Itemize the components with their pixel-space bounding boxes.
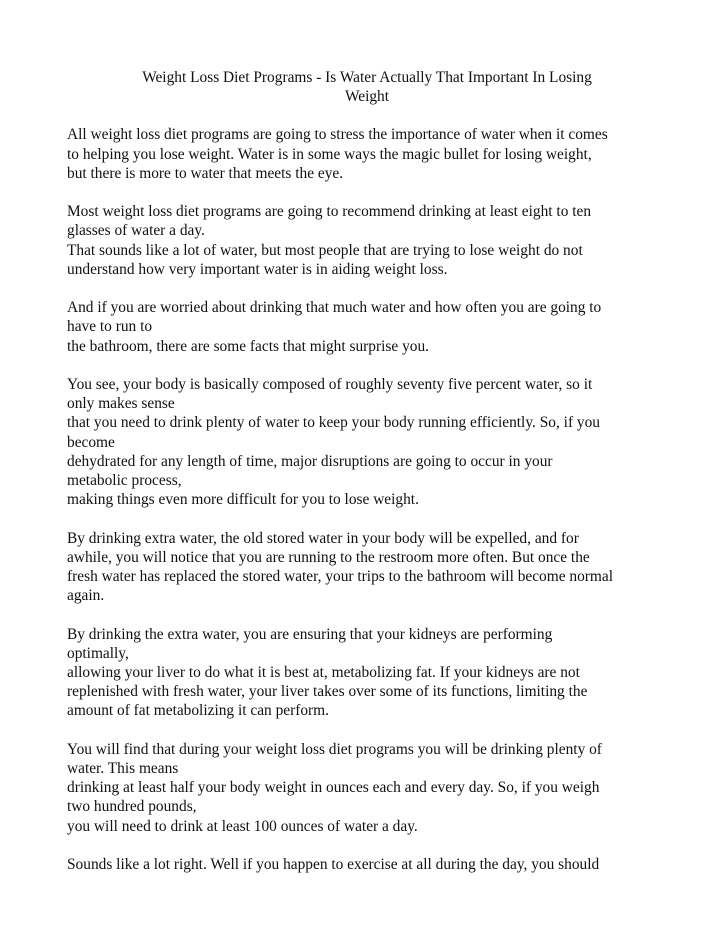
text-line: replenished with fresh water, your liver takes over some of its functions, limiting the bbox=[67, 683, 588, 701]
text-line: only makes sense bbox=[67, 395, 175, 413]
text-line: water. This means bbox=[67, 760, 179, 778]
text-line: dehydrated for any length of time, major disruptions are going to occur in your bbox=[67, 452, 553, 470]
paragraph-2 bbox=[67, 202, 667, 279]
paragraph-5 bbox=[67, 529, 667, 606]
text-line: Sounds like a lot right. Well if you happen to exercise at all during the day, you should bbox=[67, 856, 600, 874]
paragraph-7 bbox=[67, 740, 667, 836]
text-line: You will find that during your weight loss diet programs you will be drinking plenty of bbox=[67, 740, 602, 758]
document-title bbox=[67, 68, 667, 106]
text-line: understand how very important water is in aiding weight loss. bbox=[67, 260, 448, 278]
text-line: awhile, you will notice that you are running to the restroom more often. But once the bbox=[67, 548, 590, 566]
text-line: By drinking extra water, the old stored water in your body will be expelled, and for bbox=[67, 529, 579, 547]
text-line: metabolic process, bbox=[67, 472, 182, 490]
text-line: allowing your liver to do what it is best at, metabolizing fat. If your kidneys are not bbox=[67, 664, 580, 682]
text-line: You see, your body is basically composed of roughly seventy five percent water, so it bbox=[67, 376, 593, 393]
text-line: And if you are worried about drinking that much water and how often you are going to bbox=[67, 299, 602, 317]
text-line: That sounds like a lot of water, but most people that are trying to lose weight do not bbox=[67, 241, 583, 259]
document-body bbox=[67, 68, 667, 893]
text-line: amount of fat metabolizing it can perform. bbox=[67, 702, 329, 720]
text-line: optimally, bbox=[67, 644, 129, 662]
text-line: Most weight loss diet programs are going to recommend drinking at least eight to ten bbox=[67, 203, 592, 221]
paragraph-4 bbox=[67, 375, 667, 509]
text-line: you will need to drink at least 100 ounces of water a day. bbox=[67, 817, 418, 835]
paragraph-3 bbox=[67, 298, 667, 356]
paragraph-8 bbox=[67, 855, 667, 874]
text-line: the bathroom, there are some facts that might surprise you. bbox=[67, 337, 430, 355]
text-line: become bbox=[67, 433, 115, 451]
text-line: that you need to drink plenty of water to keep your body running efficiently. So, if you bbox=[67, 414, 600, 432]
text-line: but there is more to water that meets the eye. bbox=[67, 164, 344, 182]
text-line: glasses of water a day. bbox=[67, 222, 205, 240]
text-line: have to run to bbox=[67, 318, 153, 336]
paragraph-6 bbox=[67, 625, 667, 721]
text-line: fresh water has replaced the stored water, your trips to the bathroom will become normal bbox=[67, 568, 613, 586]
text-line: All weight loss diet programs are going to stress the importance of water when it comes bbox=[67, 126, 608, 144]
paragraph-1 bbox=[67, 125, 667, 183]
text-line: to helping you lose weight. Water is in some ways the magic bullet for losing weight, bbox=[67, 145, 592, 163]
text-line: drinking at least half your body weight in ounces each and every day. So, if you weigh bbox=[67, 779, 600, 797]
title-line: Weight bbox=[344, 88, 390, 106]
text-line: again. bbox=[67, 587, 105, 605]
text-line: two hundred pounds, bbox=[67, 798, 197, 816]
text-line: making things even more difficult for you to lose weight. bbox=[67, 491, 419, 509]
text-line: By drinking the extra water, you are ensuring that your kidneys are performing bbox=[67, 625, 553, 643]
title-line: Weight Loss Diet Programs - Is Water Actually That Important In Losing bbox=[142, 69, 592, 86]
